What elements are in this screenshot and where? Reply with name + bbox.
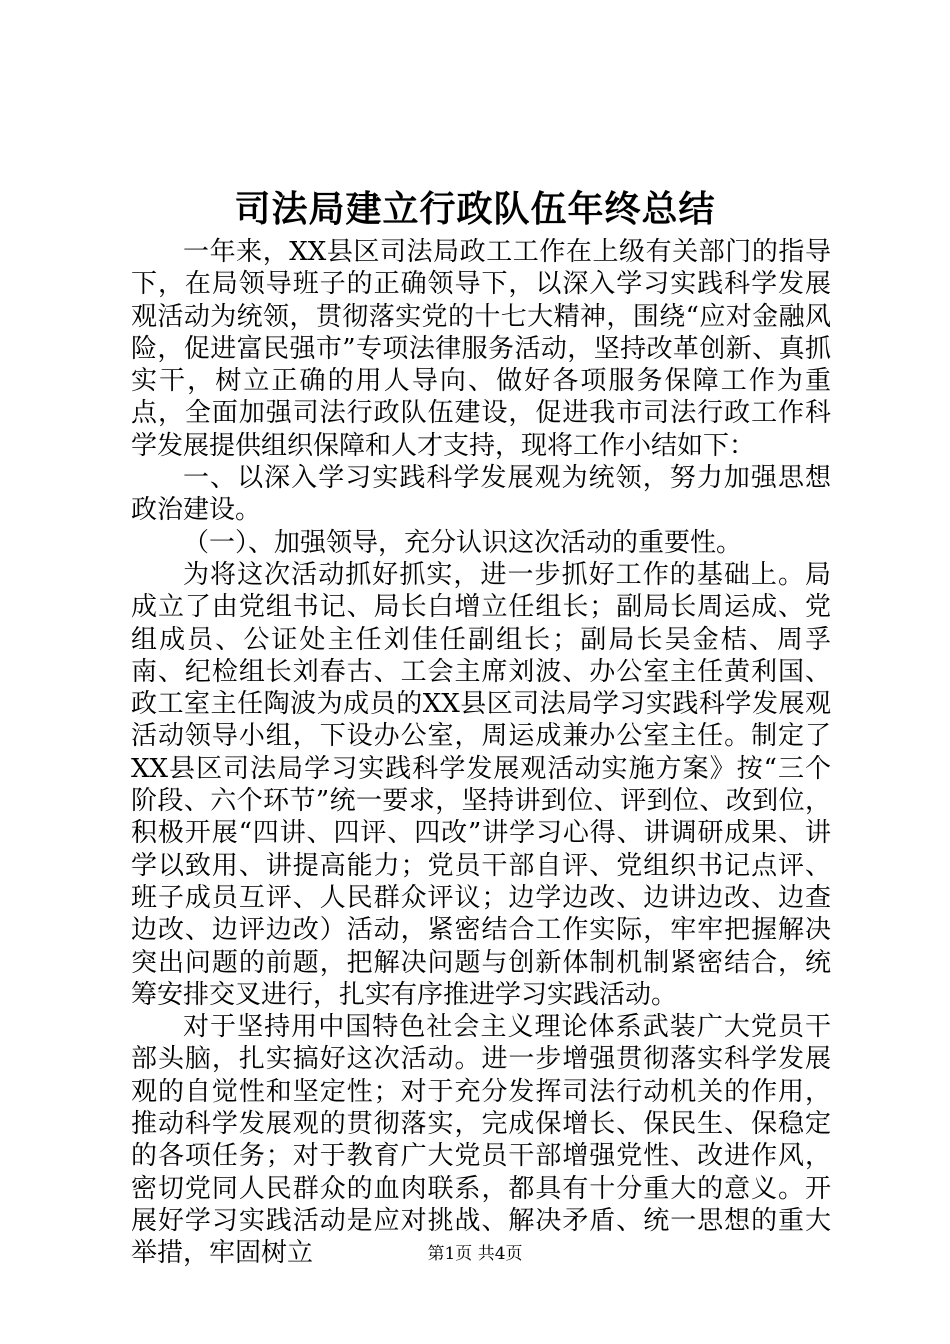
document-body [131,236,831,1270]
paragraph-intro: 一年来，XX县区司法局政工工作在上级有关部门的指导下，在局领导班子的正确领导下，以深入学习实践科学发展观活动为统领，贯彻落实党的十七大精神，围绕“应对金融风险，促进富民强市”专项法律服务活动，坚持改革创新、真抓实干，树立正确的用人导向、做好各项服务保障工作为重点，全面加强司法行政队伍建设，促进我市司法行政工作科学发展提供组织保障和人才支持，现将工作小结如下： [131,237,831,461]
document-title: 司法局建立行政队伍年终总结 [234,188,716,230]
paragraph-section-heading: 一、以深入学习实践科学发展观为统领，努力加强思想政治建设。 [131,463,831,526]
page-number-footer: 第1页 共4页 [427,1244,523,1264]
paragraph-subsection-heading: （一）、加强领导，充分认识这次活动的重要性。 [183,527,743,558]
paragraph-significance: 对于坚持用中国特色社会主义理论体系武装广大党员干部头脑，扎实搞好这次活动。进一步增强贯彻落实科学发展观的自觉性和坚定性；对于充分发挥司法行动机关的作用，推动科学发展观的贯彻落实，完成保增长、保民生、保稳定的各项任务；对于教育广大党员干部增强党性、改进作风，密切党同人民群众的血肉联系，都具有十分重大的意义。开展好学习实践活动是应对挑战、解决矛盾、统一思想的重大举措，牢固树立 [131,1012,831,1269]
paragraph-leadership: 为将这次活动抓好抓实，进一步抓好工作的基础上。局成立了由党组书记、局长白增立任组长；副局长周运成、党组成员、公证处主任刘佳任副组长；副局长吴金桔、周孚南、纪检组长刘春古、工会主席刘波、办公室主任黄利国、政工室主任陶波为成员的XX县区司法局学习实践科学发展观活动领导小组，下设办公室，周运成兼办公室主任。制定了XX县区司法局学习实践科学发展观活动实施方案》按“三个阶段、六个环节”统一要求，坚持讲到位、评到位、改到位，积极开展“四讲、四评、四改”讲学习心得、讲调研成果、讲学以致用、讲提高能力；党员干部自评、党组织书记点评、班子成员互评、人民群众评议；边学边改、边讲边改、边查边改、边评边改）活动，紧密结合工作实际，牢牢把握解决突出问题的前题，把解决问题与创新体制机制紧密结合，统筹安排交叉进行，扎实有序推进学习实践活动。 [131,559,831,1010]
